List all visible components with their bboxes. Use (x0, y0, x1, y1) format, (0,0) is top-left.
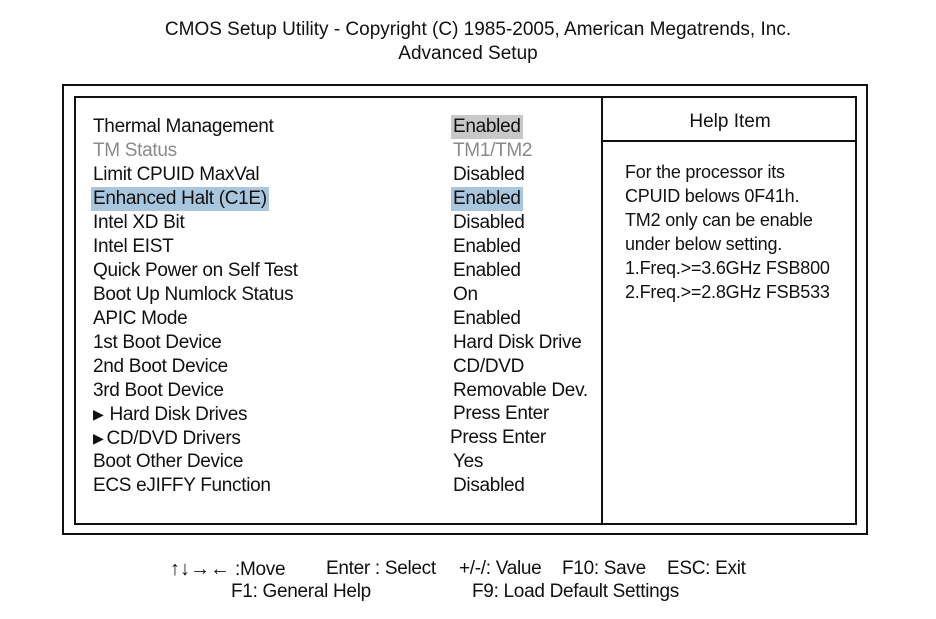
setting-label: Boot Up Numlock Status (93, 284, 294, 305)
setting-label-selected: Enhanced Halt (C1E) (93, 188, 267, 209)
key-hint-load-defaults: F9: Load Default Settings (472, 581, 679, 602)
panel-divider (601, 96, 603, 525)
setting-value[interactable]: Disabled (453, 164, 525, 185)
setting-row-ecs-ejiffy-function[interactable] (91, 474, 599, 498)
arrow-keys-icon: ↑↓→← (170, 558, 230, 580)
setting-label: 2nd Boot Device (93, 356, 228, 377)
setting-value[interactable]: Removable Dev. (453, 380, 588, 401)
help-text-line: CPUID belows 0F41h. (625, 186, 800, 206)
setting-value[interactable]: Disabled (453, 212, 525, 233)
help-text-line: For the processor its (625, 162, 785, 182)
setting-value[interactable]: On (453, 284, 478, 305)
help-text-line: TM2 only can be enable (625, 210, 813, 230)
setting-row-limit-cpuid-maxval[interactable] (91, 163, 599, 187)
setting-value[interactable]: Enabled (453, 308, 521, 329)
setting-label: Intel XD Bit (93, 212, 185, 233)
setting-row-apic-mode[interactable] (91, 307, 599, 331)
setting-label: Thermal Management (93, 116, 274, 137)
setting-value[interactable]: Enabled (453, 260, 521, 281)
setting-label: Limit CPUID MaxVal (93, 164, 260, 185)
setting-label (91, 426, 243, 451)
key-hint-move (170, 557, 285, 582)
setting-row-quick-power-on-self-test[interactable] (91, 259, 599, 283)
setting-row-2nd-boot-device[interactable] (91, 355, 599, 379)
submenu-cd-dvd-drivers[interactable] (91, 426, 599, 450)
setting-value[interactable]: CD/DVD (453, 356, 525, 377)
setting-label: ECS eJIFFY Function (93, 475, 271, 496)
setting-value-selected[interactable]: Enabled (453, 188, 521, 209)
setting-value[interactable]: Yes (453, 451, 484, 472)
setting-row-thermal-management[interactable] (91, 115, 599, 139)
setting-label: 1st Boot Device (93, 332, 222, 353)
key-hint-save: F10: Save (562, 558, 646, 579)
submenu-hard-disk-drives[interactable] (91, 402, 599, 426)
setting-label (91, 402, 249, 427)
setting-label: Intel EIST (93, 236, 174, 257)
setting-value[interactable]: Disabled (453, 475, 525, 496)
key-hint-general-help: F1: General Help (231, 581, 371, 602)
key-hint-select: Enter : Select (326, 558, 436, 579)
key-hint-move-label: :Move (230, 559, 286, 580)
page-title: Advanced Setup (398, 43, 538, 64)
setting-label: Boot Other Device (93, 451, 244, 472)
setting-row-boot-up-numlock-status[interactable] (91, 283, 599, 307)
help-panel-title: Help Item (689, 111, 771, 132)
help-title-divider (603, 140, 857, 142)
submenu-label: Hard Disk Drives (109, 404, 248, 425)
help-text-line: 2.Freq.>=2.8GHz FSB533 (625, 282, 830, 302)
setting-row-enhanced-halt[interactable] (91, 187, 599, 211)
setting-row-intel-eist[interactable] (91, 235, 599, 259)
window-title: CMOS Setup Utility - Copyright (C) 1985-2005, American Megatrends, Inc. (164, 19, 792, 40)
setting-label: Quick Power on Self Test (93, 260, 298, 281)
setting-label: TM Status (93, 140, 177, 161)
setting-row-1st-boot-device[interactable] (91, 331, 599, 355)
setting-value[interactable]: Enabled (453, 236, 521, 257)
key-hint-value: +/-/: Value (459, 558, 542, 579)
help-text-line: under below setting. (625, 234, 783, 254)
key-hint-exit: ESC: Exit (667, 558, 746, 579)
submenu-arrow-icon: ▶ (93, 406, 104, 422)
setting-value: TM1/TM2 (453, 140, 533, 161)
setting-row-intel-xd-bit[interactable] (91, 211, 599, 235)
submenu-label: CD/DVD Drivers (106, 428, 241, 449)
help-text-line: 1.Freq.>=3.6GHz FSB800 (625, 258, 830, 278)
setting-value[interactable]: Enabled (453, 116, 521, 137)
setting-value[interactable]: Hard Disk Drive (453, 332, 582, 353)
setting-value[interactable]: Press Enter (450, 427, 546, 448)
setting-label: APIC Mode (93, 308, 188, 329)
submenu-arrow-icon: ▶ (93, 430, 104, 446)
setting-label: 3rd Boot Device (93, 380, 224, 401)
setting-row-3rd-boot-device[interactable] (91, 379, 599, 403)
setting-row-boot-other-device[interactable] (91, 450, 599, 474)
setting-value[interactable]: Press Enter (453, 403, 549, 424)
setting-row-tm-status (91, 139, 599, 163)
